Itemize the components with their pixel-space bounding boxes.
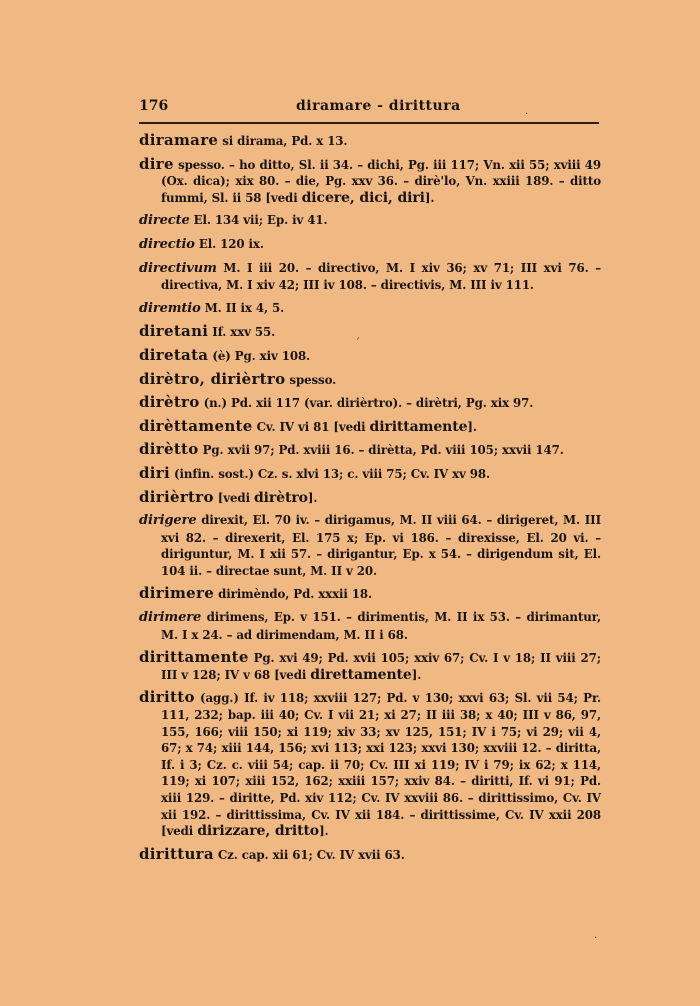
page-number: 176 — [139, 98, 169, 114]
entry-body: Pg. xvi 49; Pd. xvii 105; xxiv 67; Cv. I v 18; II viii 27; III v 128; IV v 68 [vedi — [161, 651, 601, 682]
entry-cross-reference: dicere, dici, diri — [301, 189, 425, 206]
dictionary-entries — [139, 132, 601, 869]
entry-headword: dirimere — [139, 584, 215, 603]
dictionary-entry — [139, 846, 601, 864]
entry-cross-reference: dirizzare, dritto — [197, 823, 320, 840]
entry-headword: diremtio — [139, 300, 201, 316]
dictionary-entry — [139, 441, 601, 459]
entry-headword: dirètto — [139, 440, 199, 459]
entry-headword: dirètro, dirièrtro — [139, 369, 286, 388]
entry-body: si dirama, Pd. x 13. — [218, 134, 348, 148]
entry-headword: dirittura — [139, 844, 214, 863]
entry-headword: dirimere — [139, 610, 202, 626]
dictionary-entry — [139, 323, 601, 341]
entry-body: Cz. cap. xii 61; Cv. IV xvii 63. — [213, 847, 405, 862]
entry-body: spesso. – ho ditto, Sl. ii 34. – dichi, Pg. iii 117; Vn. xii 55; xviii 49 (Ox. dica); xix 80. – die, Pg. xxv 36. – dirè'lo, Vn. xxiii 189. – ditto fummi, Sl. ii 58 [vedi — [161, 157, 601, 205]
entry-headword: diramare — [139, 131, 219, 149]
entry-body: (n.) Pd. xii 117 (var. dirièrtro). – dirètri, Pg. xix 97. — [199, 396, 534, 411]
dictionary-entry — [139, 418, 601, 436]
entry-cross-reference: direttamente — [310, 666, 412, 683]
dictionary-entry — [139, 489, 601, 507]
dictionary-entry — [139, 649, 601, 683]
dictionary-entry — [139, 132, 601, 150]
dictionary-entry — [139, 465, 601, 483]
entry-body: (agg.) If. iv 118; xxviii 127; Pd. v 130; xxvi 63; Sl. vii 54; Pr. 111, 232; bap. iii 40; Cv. I vii 21; xi 27; II iii 38; x 40; III v 86, 97, 155, 166; viii 150; xi 119; xiv 33; xv 125, 151; IV i 75; vi 29; vii 4, 67; x 74; xiii 144, 156; xvi 113; xxi 123; xxvi 130; xxviii 12. – diritta, If. i 3; Cz. c. viii 54; cap. ii 70; Cv. III xi 119; IV i 79; ix 62; x 114, 119; xi 107; xiii 152, 162; xxiii 157; xxiv 84. – diritti, If. vi 91; Pd. xiii 129. – diritte, Pd. xiv 112; Cv. IV xxviii 86. – dirittissimo, Cv. IV xii 192. – dirittissima, Cv. IV xii 184. – dirittissime, Cv. IV xxii 208 [vedi — [161, 691, 601, 839]
entry-headword: dire — [139, 154, 174, 173]
entry-headword: dirièrtro — [139, 487, 214, 506]
entry-body: spesso. — [285, 372, 337, 387]
running-head: diramare - dirittura — [296, 98, 461, 114]
entry-body: If. xxv 55. — [208, 325, 276, 340]
entry-body: M. II ix 4, 5. — [200, 300, 285, 315]
entry-headword: directio — [139, 236, 195, 252]
dictionary-entry — [139, 585, 601, 603]
dictionary-entry — [139, 260, 601, 294]
entry-tail: ]. — [424, 190, 435, 205]
entry-body: [vedi — [213, 490, 254, 505]
entry-tail: ]. — [411, 667, 422, 682]
entry-cross-reference: dirittamente — [369, 418, 468, 435]
header-dot: . — [525, 106, 529, 117]
dictionary-entry — [139, 371, 601, 389]
entry-body: El. 120 ix. — [194, 236, 264, 251]
page-header — [139, 96, 599, 124]
dictionary-entry — [139, 236, 601, 254]
dictionary-entry — [139, 394, 601, 412]
dictionary-entry — [139, 347, 601, 365]
dictionary-entry — [139, 212, 601, 230]
entry-headword: directe — [139, 213, 190, 229]
entry-body: (infin. sost.) Cz. s. xlvi 13; c. viii 75; Cv. IV xv 98. — [170, 466, 491, 481]
entry-headword: diretata — [139, 345, 209, 364]
dictionary-entry — [139, 156, 601, 207]
entry-headword: dirittamente — [139, 648, 249, 667]
entry-body: (è) Pg. xiv 108. — [208, 348, 311, 363]
entry-cross-reference: dirètro — [253, 489, 308, 506]
entry-tail: ]. — [467, 419, 477, 434]
entry-tail: ]. — [319, 824, 329, 839]
entry-body: Pg. xvii 97; Pd. xviii 16. – dirètta, Pd. viii 105; xxvii 147. — [198, 443, 564, 458]
entry-body: direxit, El. 70 iv. – dirigamus, M. II viii 64. – dirigeret, M. III xvi 82. – direxerit, El. 175 x; Ep. vi 186. – direxisse, El. 20 vi. – diriguntur, M. I xii 57. – dirigantur, Ep. x 54. – dirigendum sit, El. 104 ii. – directae sunt, M. II v 20. — [161, 513, 601, 578]
entry-headword: diretani — [139, 322, 209, 341]
dictionary-entry — [139, 300, 601, 318]
stray-dot: . — [594, 930, 598, 941]
dictionary-entry — [139, 512, 601, 579]
entry-body: M. I iii 20. – directivo, M. I xiv 36; xv 71; III xvi 76. – directiva, M. I xiv 42; III iv 108. – directivis, M. III iv 111. — [161, 260, 601, 293]
entry-headword: dirèttamente — [139, 416, 253, 435]
entry-headword: diritto — [139, 688, 195, 707]
entry-headword: directivum — [139, 260, 217, 276]
entry-body: El. 134 vii; Ep. iv 41. — [189, 213, 328, 228]
entry-body: Cv. IV vi 81 [vedi — [252, 419, 370, 434]
entry-headword: dirigere — [139, 513, 197, 529]
dictionary-entry — [139, 609, 601, 643]
dictionary-entry — [139, 689, 601, 839]
entry-headword: dirètro — [139, 393, 200, 412]
entry-body: dirimens, Ep. v 151. – dirimentis, M. II ix 53. – dirimantur, M. I x 24. – ad dirimendam, M. II i 68. — [161, 610, 601, 642]
entry-headword: diri — [139, 463, 170, 482]
stray-mark: ´ — [355, 338, 360, 349]
entry-tail: ]. — [307, 490, 318, 505]
entry-body: dirimèndo, Pd. xxxii 18. — [214, 587, 373, 602]
